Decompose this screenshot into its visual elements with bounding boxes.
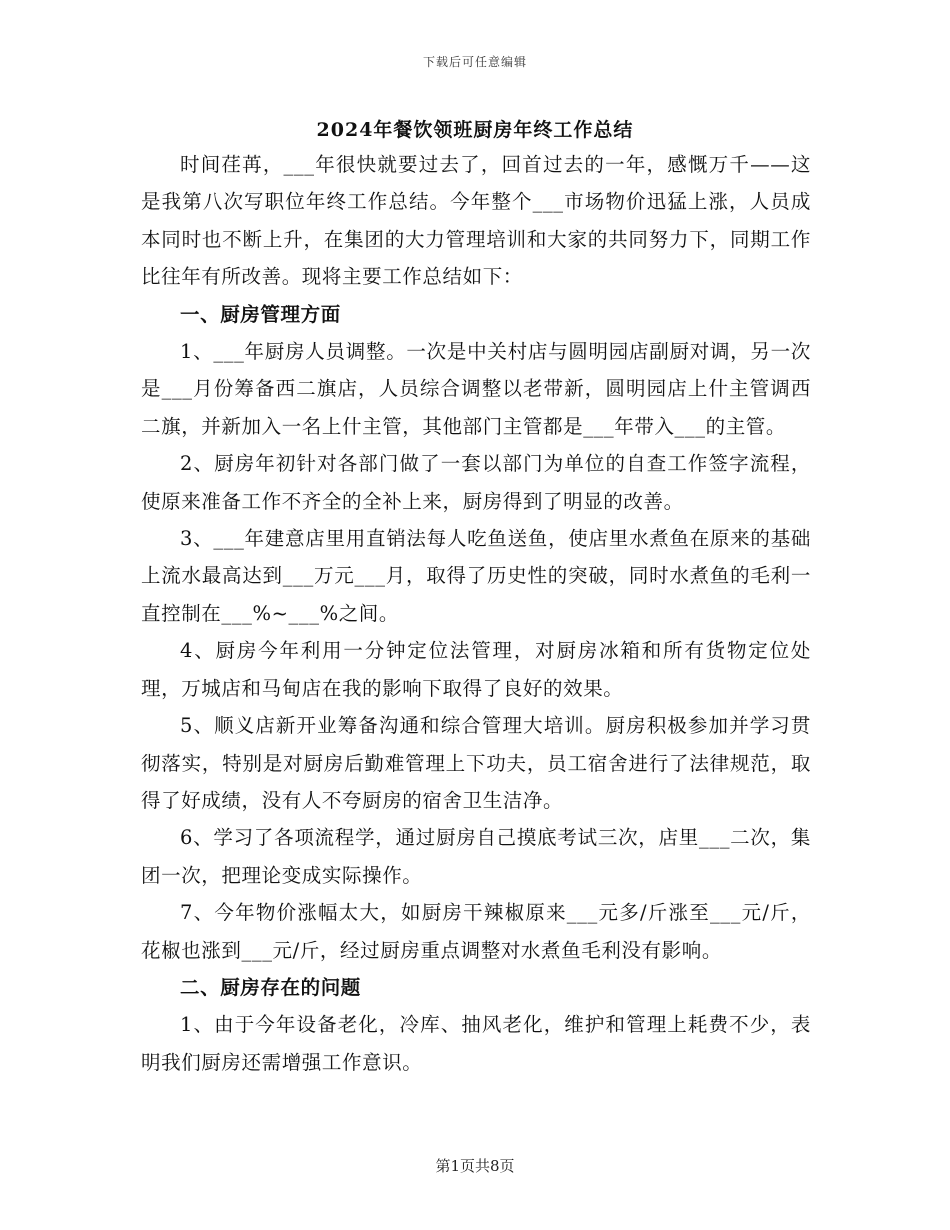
section-heading-problems: 二、厨房存在的问题 (180, 975, 361, 999)
page-footer: 第1页共8页 (435, 1157, 515, 1175)
list-item-1: 1、___年厨房人员调整。一次是中关村店与圆明园店副厨对调，另一次是___月份筹备西二旗店，人员综合调整以老带新，圆明园店上什主管调西二旗，并新加入一名上什主管，其他部门主管都是___年带入___的主管。 (141, 340, 811, 438)
problem-item-1: 1、由于今年设备老化，冷库、抽风老化，维护和管理上耗费不少，表明我们厨房还需增强工作意识。 (141, 1013, 811, 1074)
list-item-7: 7、今年物价涨幅太大，如厨房干辣椒原来___元多/斤涨至___元/斤，花椒也涨到___元/斤，经过厨房重点调整对水煮鱼毛利没有影响。 (141, 901, 811, 962)
header-note: 下载后可任意编辑 (422, 55, 527, 69)
list-item-2: 2、厨房年初针对各部门做了一套以部门为单位的自查工作签字流程，使原来准备工作不齐全的全补上来，厨房得到了明显的改善。 (141, 452, 811, 513)
list-item-4: 4、厨房今年利用一分钟定位法管理，对厨房冰箱和所有货物定位处理，万城店和马甸店在我的影响下取得了良好的效果。 (141, 639, 811, 700)
list-item-6: 6、学习了各项流程学，通过厨房自己摸底考试三次，店里___二次，集团一次，把理论变成实际操作。 (141, 826, 811, 887)
section-heading-kitchen-management: 一、厨房管理方面 (180, 302, 341, 326)
list-item-5: 5、顺义店新开业筹备沟通和综合管理大培训。厨房积极参加并学习贯彻落实，特别是对厨房后勤难管理上下功夫，员工宿舍进行了法律规范，取得了好成绩，没有人不夸厨房的宿舍卫生洁净。 (141, 714, 811, 812)
intro-paragraph: 时间荏苒，___年很快就要过去了，回首过去的一年，感慨万千——这是我第八次写职位年终工作总结。今年整个___市场物价迅猛上涨，人员成本同时也不断上升，在集团的大力管理培训和大家的共同努力下，同期工作比往年有所改善。现将主要工作总结如下： (141, 153, 811, 289)
document-title: 2024年餐饮领班厨房年终工作总结 (316, 119, 634, 141)
list-item-3: 3、___年建意店里用直销法每人吃鱼送鱼，使店里水煮鱼在原来的基础上流水最高达到___万元___月，取得了历史性的突破，同时水煮鱼的毛利一直控制在___%~___%之间。 (141, 527, 811, 625)
document-body (141, 146, 811, 1081)
